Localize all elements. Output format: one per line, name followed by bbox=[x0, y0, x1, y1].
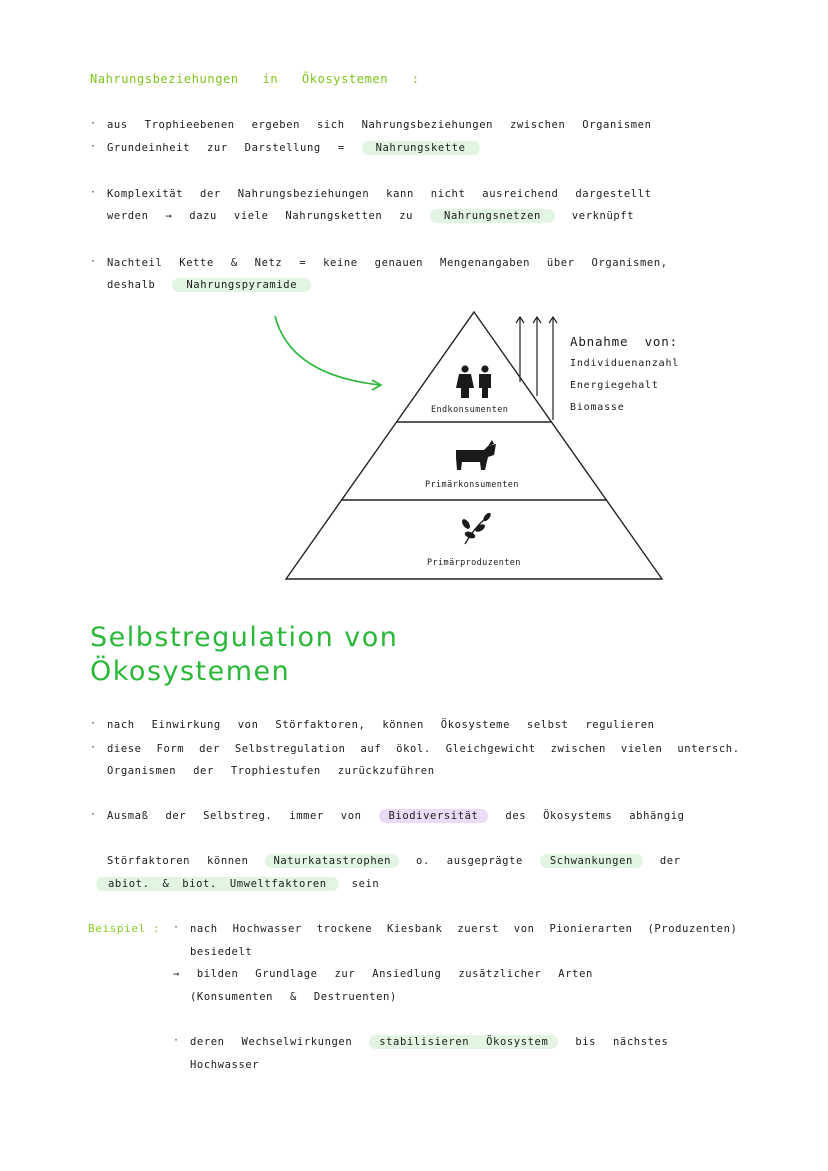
text-line: Hochwasser bbox=[190, 1059, 260, 1071]
bullet: · bbox=[90, 256, 97, 267]
text-line: nach Hochwasser trockene Kiesbank zuerst von Pionierarten (Produzenten) bbox=[190, 923, 738, 935]
up-arrows-icon bbox=[516, 317, 557, 420]
bullet: · bbox=[90, 187, 97, 198]
section-title-nahrungsbeziehungen: Nahrungsbeziehungen in Ökosystemen : bbox=[90, 72, 420, 86]
pyramid-label-primaerkonsumenten: Primärkonsumenten bbox=[425, 480, 519, 490]
cow-icon bbox=[456, 440, 496, 470]
text-segment: Störfaktoren können bbox=[107, 855, 249, 867]
text-line: nach Einwirkung von Störfaktoren, können Ökosysteme selbst regulieren bbox=[107, 719, 655, 731]
text-segment: deshalb bbox=[107, 279, 156, 291]
text-segment: bis nächstes bbox=[575, 1036, 669, 1048]
pyramid-outline bbox=[286, 312, 662, 579]
text-segment: der bbox=[659, 855, 681, 867]
text-line: (Konsumenten & Destruenten) bbox=[190, 991, 397, 1003]
pyramid-label-endkonsumenten: Endkonsumenten bbox=[431, 405, 509, 415]
side-title-abnahme: Abnahme von: bbox=[570, 334, 678, 349]
highlight-schwankungen: Schwankungen bbox=[540, 854, 643, 868]
text-line: diese Form der Selbstregulation auf ökol. Gleichgewicht zwischen vielen untersch. bbox=[107, 743, 740, 755]
curved-arrow bbox=[275, 316, 380, 385]
highlight-nahrungspyramide: Nahrungspyramide bbox=[172, 278, 311, 292]
highlight-naturkatastrophen: Naturkatastrophen bbox=[265, 854, 399, 868]
bullet: · bbox=[173, 1035, 180, 1046]
text-segment: Grundeinheit zur Darstellung = bbox=[107, 142, 345, 154]
bullet: · bbox=[90, 141, 97, 152]
side-item: Individuenanzahl bbox=[570, 358, 680, 369]
side-item: Biomasse bbox=[570, 402, 625, 413]
highlight-umweltfaktoren: abiot. & biot. Umweltfaktoren bbox=[96, 877, 339, 891]
highlight-nahrungskette: Nahrungskette bbox=[362, 141, 480, 155]
bullet: · bbox=[90, 718, 97, 729]
highlight-stabilisieren: stabilisieren Ökosystem bbox=[369, 1035, 558, 1049]
text-segment: Ausmaß der Selbstreg. immer von bbox=[107, 810, 362, 822]
people-icon bbox=[456, 365, 491, 398]
text-segment: deren Wechselwirkungen bbox=[190, 1036, 353, 1048]
bullet: · bbox=[90, 118, 97, 129]
text-line bbox=[96, 878, 379, 890]
side-item: Energiegehalt bbox=[570, 380, 659, 391]
bullet: · bbox=[90, 809, 97, 820]
highlight-biodiversitaet: Biodiversität bbox=[379, 809, 489, 823]
text-line: aus Trophieebenen ergeben sich Nahrungsbeziehungen zwischen Organismen bbox=[107, 119, 652, 131]
text-segment: werden → dazu viele Nahrungsketten zu bbox=[107, 210, 414, 222]
pyramid-label-primaerproduzenten: Primärproduzenten bbox=[427, 558, 521, 568]
text-line bbox=[107, 855, 681, 867]
text-segment: verknüpft bbox=[571, 210, 635, 222]
text-segment: des Ökosystems abhängig bbox=[505, 810, 685, 822]
text-segment: sein bbox=[351, 878, 380, 890]
highlight-nahrungsnetzen: Nahrungsnetzen bbox=[430, 209, 555, 223]
plant-icon bbox=[460, 512, 492, 544]
text-line bbox=[190, 1036, 668, 1048]
example-label: Beispiel : bbox=[88, 922, 161, 935]
section-title-selbstregulation-line1: Selbstregulation von bbox=[90, 622, 399, 653]
bullet: · bbox=[173, 922, 180, 933]
text-line: → bilden Grundlage zur Ansiedlung zusätzlicher Arten bbox=[173, 968, 593, 980]
section-title-selbstregulation-line2: Ökosystemen bbox=[90, 656, 291, 687]
text-line: Nachteil Kette & Netz = keine genauen Mengenangaben über Organismen, bbox=[107, 257, 668, 269]
text-line: Komplexität der Nahrungsbeziehungen kann nicht ausreichend dargestellt bbox=[107, 188, 652, 200]
text-line bbox=[107, 810, 685, 822]
bullet: · bbox=[90, 742, 97, 753]
text-line: besiedelt bbox=[190, 946, 253, 958]
text-line: Organismen der Trophiestufen zurückzuführen bbox=[107, 765, 435, 777]
text-segment: o. ausgeprägte bbox=[416, 855, 523, 867]
